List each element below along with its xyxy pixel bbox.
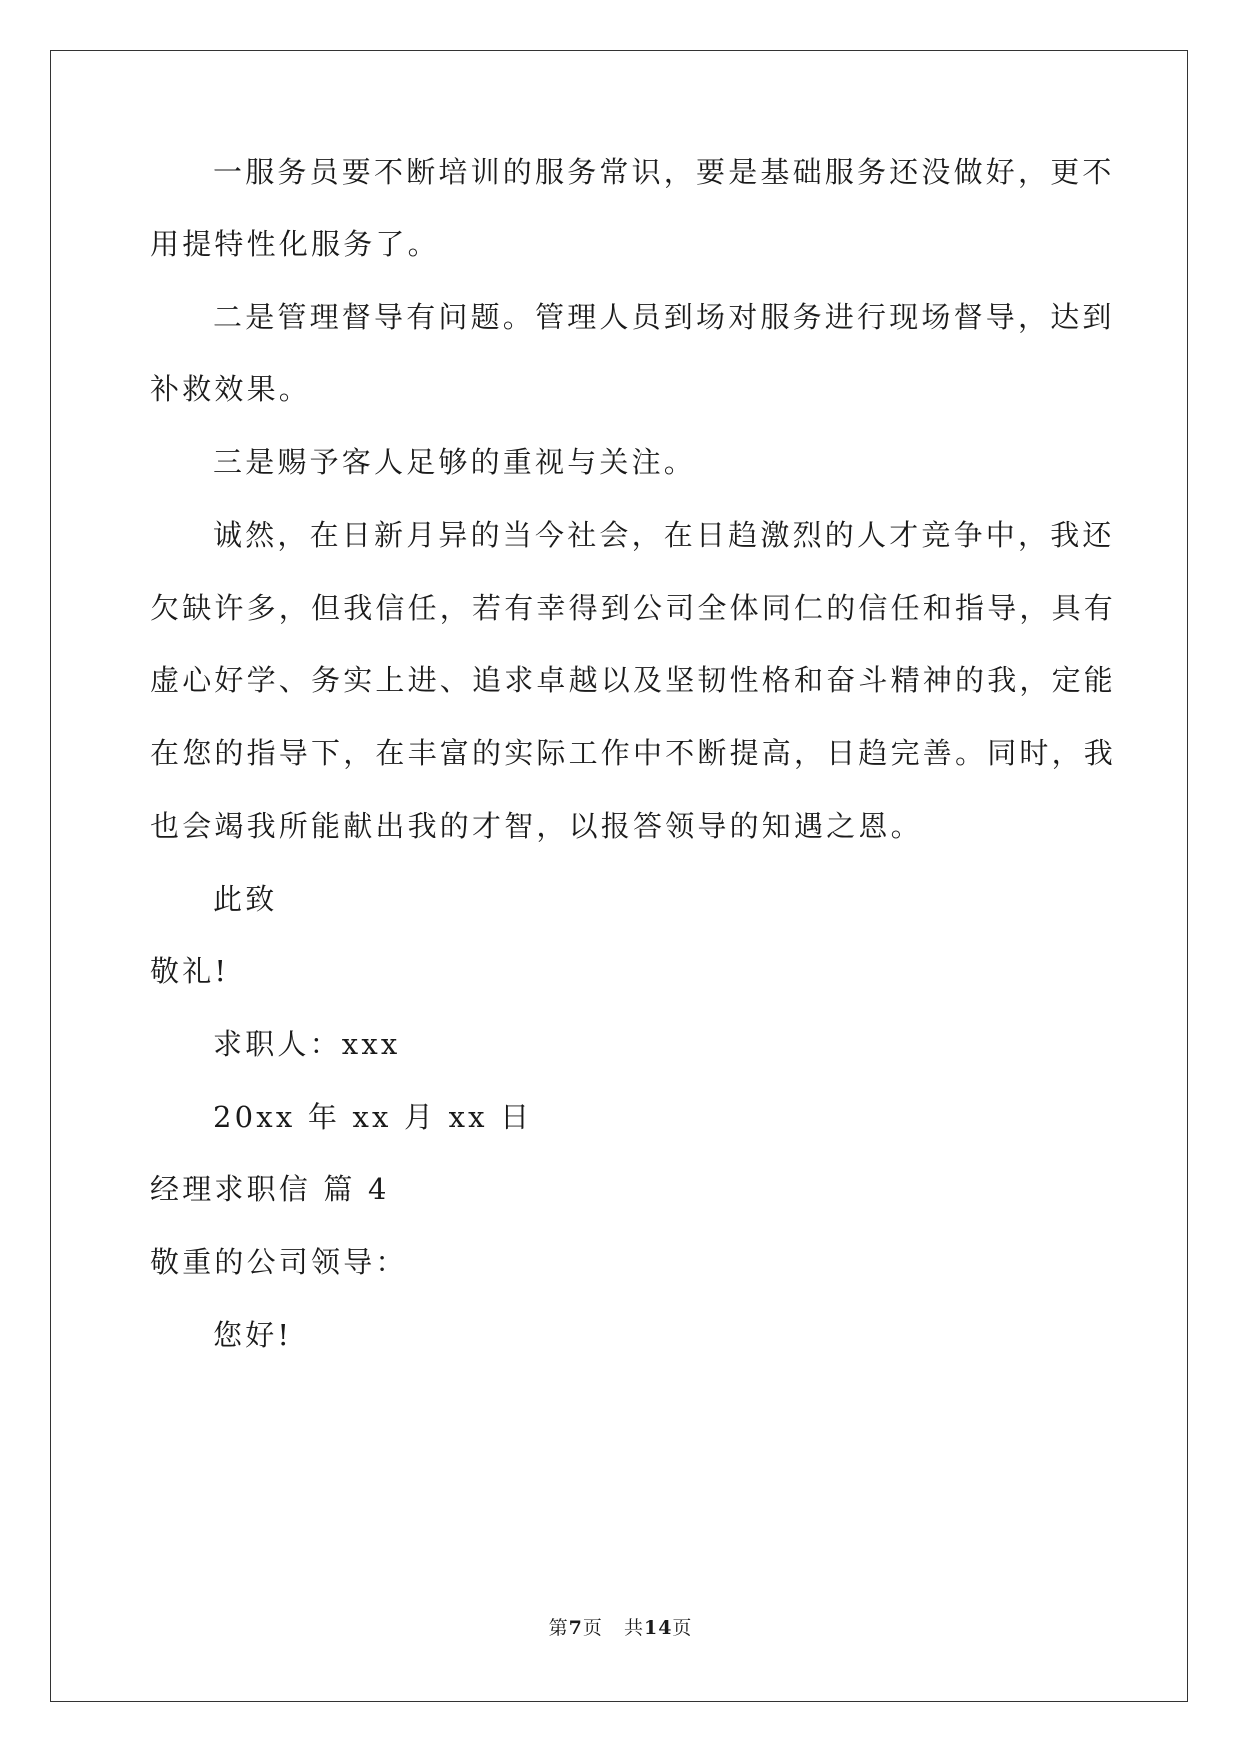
footer-total-prefix: 共 <box>623 1617 644 1639</box>
paragraph-4-line-5: 也会竭我所能献出我的才智，以报答领导的知遇之恩。 <box>150 809 923 843</box>
paragraph-4-line-4: 在您的指导下，在丰富的实际工作中不断提高，日趋完善。同时，我 <box>150 736 1117 770</box>
footer-total-pages: 14 <box>643 1617 673 1639</box>
paragraph-4-line-2: 欠缺许多，但我信任，若有幸得到公司全体同仁的信任和指导，具有 <box>150 591 1117 625</box>
page-footer <box>0 1616 1241 1640</box>
paragraph-2-line-2: 补救效果。 <box>150 372 312 406</box>
addressee: 敬重的公司领导： <box>150 1245 408 1279</box>
footer-current-page: 7 <box>568 1617 583 1639</box>
paragraph-2-line-1: 二是管理督导有问题。管理人员到场对服务进行现场督导，达到 <box>213 300 1115 334</box>
paragraph-3-line-1: 三是赐予客人足够的重视与关注。 <box>213 445 697 479</box>
closing-salute: 敬礼! <box>150 954 230 988</box>
footer-prefix: 第 <box>548 1617 569 1639</box>
salutation: 您好! <box>213 1318 293 1352</box>
letter-date: 20xx 年 xx 月 xx 日 <box>213 1100 533 1134</box>
applicant-signature: 求职人：xxx <box>213 1027 401 1061</box>
closing-greeting: 此致 <box>213 882 278 916</box>
paragraph-4-line-3: 虚心好学、务实上进、追求卓越以及坚韧性格和奋斗精神的我，定能 <box>150 663 1117 697</box>
section-heading: 经理求职信 篇 4 <box>150 1172 390 1206</box>
paragraph-4-line-1: 诚然，在日新月异的当今社会，在日趋激烈的人才竞争中，我还 <box>213 518 1115 552</box>
footer-total-unit: 页 <box>672 1617 693 1639</box>
paragraph-1-line-2: 用提特性化服务了。 <box>150 227 440 261</box>
footer-page-unit: 页 <box>582 1617 603 1639</box>
paragraph-1-line-1: 一服务员要不断培训的服务常识，要是基础服务还没做好，更不 <box>213 155 1115 189</box>
